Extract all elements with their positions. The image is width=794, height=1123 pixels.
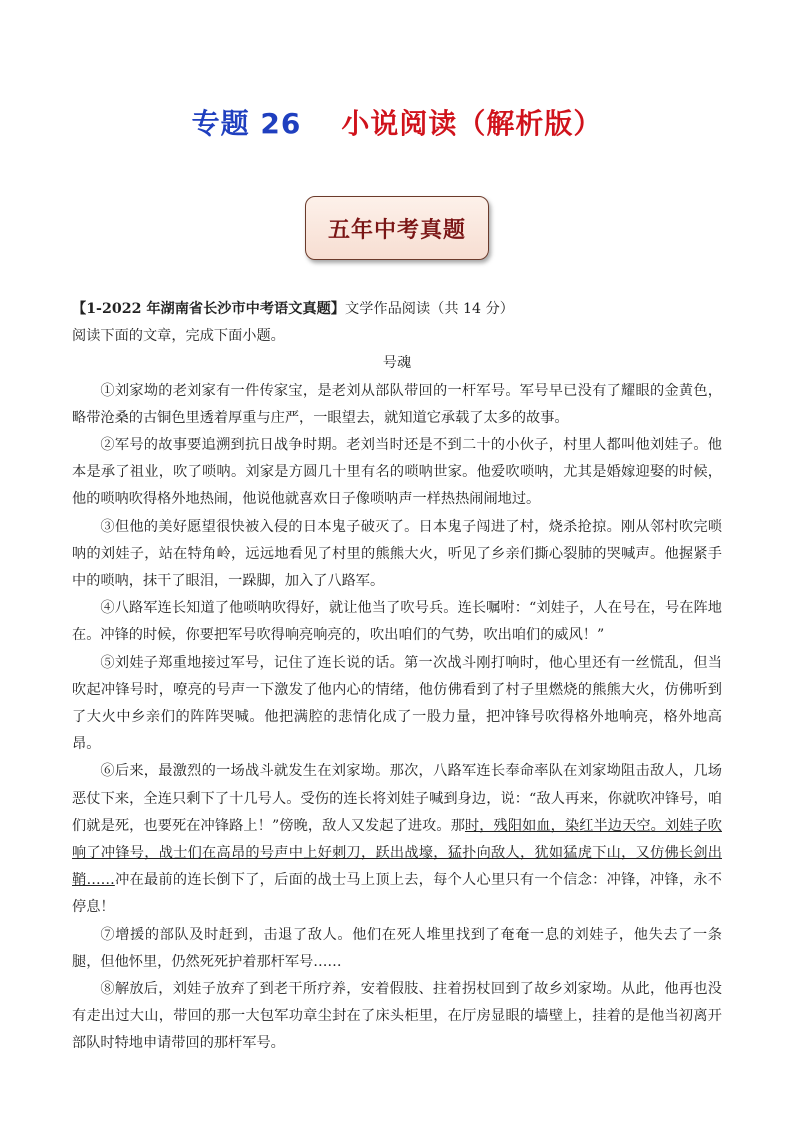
- story-paragraph-6: [72, 758, 722, 921]
- question-instruction: 阅读下面的文章，完成下面小题。: [72, 328, 285, 345]
- section-label: 五年中考真题: [327, 216, 466, 243]
- page-title: [0, 102, 794, 142]
- story-paragraph-8: ⑧解放后，刘娃子放弃了到老干所疗养，安着假肢、拄着拐杖回到了故乡刘家坳。从此，他再也没有走出过大山，带回的那一大包军功章尘封在了床头柜里，在厅房显眼的墙壁上，挂着的是他当初离开部队时特地申请带回的那杆军号。: [72, 981, 722, 1052]
- story-paragraph-3: ③但他的美好愿望很快被入侵的日本鬼子破灭了。日本鬼子闯进了村，烧杀抢掠。刚从邻村吹完唢呐的刘娃子，站在特角岭，远远地看见了村里的熊熊大火，听见了乡亲们撕心裂肺的哭喊声。他握紧手中的唢呐，抹干了眼泪，一跺脚，加入了八路军。: [72, 518, 722, 590]
- question-header: [72, 296, 722, 323]
- question-source: 【1-2022 年湖南省长沙市中考语文真题】: [72, 301, 345, 317]
- section-label-box: [305, 196, 489, 260]
- story-paragraph-7: ⑦增援的部队及时赶到，击退了敌人。他们在死人堆里找到了奄奄一息的刘娃子，他失去了一条腿，但他怀里，仍然死死护着那杆军号……: [72, 926, 722, 970]
- question-description: 文学作品阅读（共 14 分）: [345, 301, 514, 317]
- story-paragraph-4: ④八路军连长知道了他唢呐吹得好，就让他当了吹号兵。连长嘱咐：“刘娃子，人在号在，号在阵地在。冲锋的时候，你要把军号吹得响亮响亮的，吹出咱们的气势，吹出咱们的威风！”: [72, 600, 722, 644]
- topic-number: 专题 26: [191, 107, 302, 140]
- p6-text-after: 冲在最前的连长倒下了，后面的战士马上顶上去，每个人心里只有一个信念：冲锋，冲锋，永不停息！: [72, 872, 722, 916]
- topic-title: 小说阅读（解析版）: [341, 107, 603, 140]
- story-paragraph-2: ②军号的故事要追溯到抗日战争时期。老刘当时还是不到二十的小伙子，村里人都叫他刘娃子。他本是承了祖业，吹了唢呐。刘家是方圆几十里有名的唢呐世家。他爱吹唢呐，尤其是婚嫁迎娶的时候，他的唢呐吹得格外地热闹，他说他就喜欢日子像唢呐声一样热热闹闹地过。: [72, 437, 722, 508]
- document-body: [72, 296, 722, 1058]
- story-paragraph-1: ①刘家坳的老刘家有一件传家宝，是老刘从部队带回的一杆军号。军号早已没有了耀眼的金黄色，略带沧桑的古铜色里透着厚重与庄严，一眼望去，就知道它承载了太多的故事。: [72, 382, 722, 426]
- story-paragraph-5: ⑤刘娃子郑重地接过军号，记住了连长说的话。第一次战斗刚打响时，他心里还有一丝慌乱，但当吹起冲锋号时，嘹亮的号声一下激发了他内心的情绪，他仿佛看到了村子里燃烧的熊熊大火，仿佛听到了大火中乡亲们的阵阵哭喊。他把满腔的悲情化成了一股力量，把冲锋号吹得格外地响亮，格外地高昂。: [72, 654, 722, 753]
- p6-underlined-text: 时，残阳如血，染红半边天空。刘娃子吹响了冲锋号，战士们在高昂的号声中上好刺刀，跃出战壕，猛扑向敌人，犹如猛虎下山，又仿佛长剑出鞘……: [72, 817, 722, 889]
- p6-text-before: ⑥后来，最激烈的一场战斗就发生在刘家坳。那次，八路军连长奉命率队在刘家坳阻击敌人，几场恶仗下来，全连只剩下了十几号人。受伤的连长将刘娃子喊到身边，说：“敌人再来，你就吹冲锋号，咱们就是死，也要死在冲锋路上！”傍晚，敌人又发起了进攻。那: [72, 763, 722, 834]
- story-title: 号魂: [382, 355, 412, 372]
